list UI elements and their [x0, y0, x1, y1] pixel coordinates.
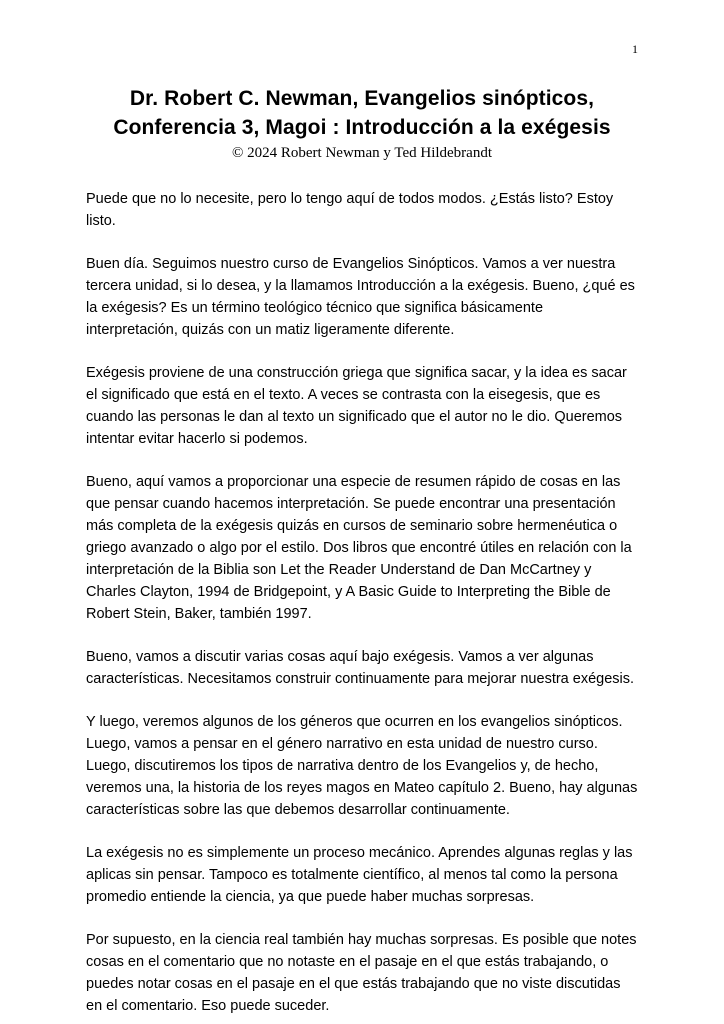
title-line-2: Conferencia 3, Magoi : Introducción a la exégesis — [113, 116, 611, 139]
page-number: 1 — [632, 42, 638, 56]
paragraph-4: Bueno, aquí vamos a proporcionar una especie de resumen rápido de cosas en las que pensar cuando hacemos interpretación. Se puede encontrar una presentación más completa de la exégesis quizás en cursos de seminario sobre hermenéutica o griego avanzado o algo por el estilo. Dos libros que encontré útiles en relación con la interpretación de la Biblia son Let the Reader Understand de Dan McCartney y Charles Clayton, 1994 de Bridgepoint, y A Basic Guide to Interpreting the Bible de Robert Stein, Baker, también 1997. — [86, 474, 632, 622]
title-line-1: Dr. Robert C. Newman, Evangelios sinópticos, — [129, 87, 595, 110]
paragraph-3: Exégesis proviene de una construcción griega que significa sacar, y la idea es sacar el significado que está en el texto. A veces se contrasta con la eisegesis, que es cuando las personas le dan al texto un significado que el autor no le dio. Queremos intentar evitar hacerlo si podemos. — [86, 365, 627, 447]
document-title — [86, 84, 638, 142]
copyright-line: © 2024 Robert Newman y Ted Hildebrandt — [231, 145, 493, 161]
paragraph-6: Y luego, veremos algunos de los géneros que ocurren en los evangelios sinópticos. Luego, vamos a pensar en el género narrativo en esta unidad de nuestro curso. Luego, discutiremos los tipos de narrativa dentro de los Evangelios y, de hecho, veremos una, la historia de los reyes magos en Mateo capítulo 2. Bueno, hay algunas características sobre las que debemos desarrollar continuamente. — [86, 714, 638, 818]
paragraph-5: Bueno, vamos a discutir varias cosas aquí bajo exégesis. Vamos a ver algunas características. Necesitamos construir continuamente para mejorar nuestra exégesis. — [86, 649, 635, 687]
paragraph-2: Buen día. Seguimos nuestro curso de Evangelios Sinópticos. Vamos a ver nuestra tercera unidad, si lo desea, y la llamamos Introducción a la exégesis. Bueno, ¿qué es la exégesis? Es un término teológico técnico que significa básicamente interpretación, quizás con un matiz ligeramente diferente. — [86, 256, 635, 338]
paragraph-7: La exégesis no es simplemente un proceso mecánico. Aprendes algunas reglas y las aplicas sin pensar. Tampoco es totalmente científico, al menos tal como la persona promedio entiende la ciencia, ya que puede haber muchas sorpresas. — [86, 845, 633, 905]
paragraph-1: Puede que no lo necesite, pero lo tengo aquí de todos modos. ¿Estás listo? Estoy listo. — [86, 191, 614, 229]
document-body — [86, 188, 638, 1017]
paragraph-8: Por supuesto, en la ciencia real también hay muchas sorpresas. Es posible que notes cosas en el comentario que no notaste en el pasaje en el que estás trabajando, o puedes notar cosas en el pasaje en el que estás trabajando que no viste discutidas en el comentario. Eso puede suceder. — [86, 932, 637, 1014]
